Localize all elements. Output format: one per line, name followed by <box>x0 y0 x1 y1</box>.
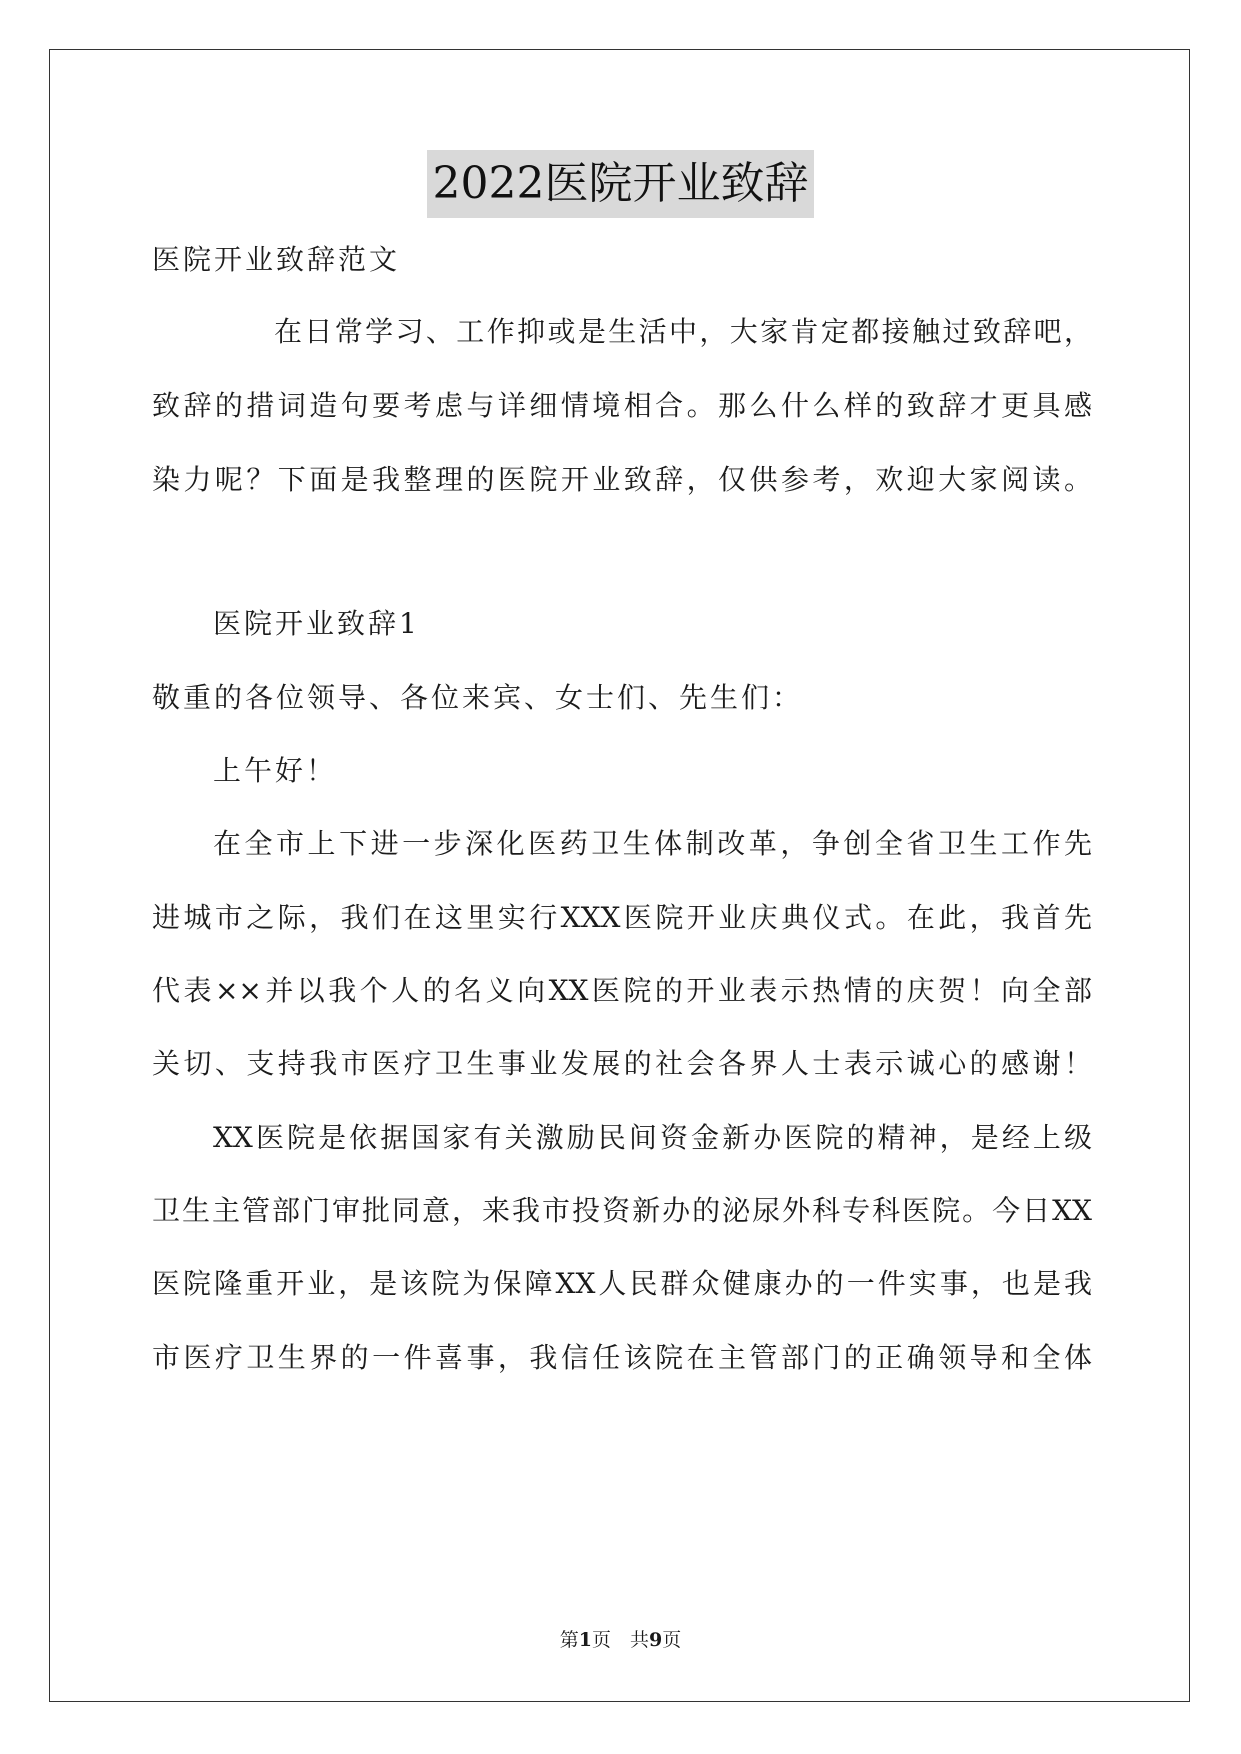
paragraph-line: 医院隆重开业，是该院为保障XX人民群众健康办的一件实事，也是我 <box>152 1267 1092 1300</box>
footer-middle: 页 共 <box>591 1629 649 1651</box>
footer-suffix: 页 <box>662 1629 682 1651</box>
section-heading: 医院开业致辞1 <box>213 607 420 640</box>
footer-page-number: 1 <box>578 1629 592 1651</box>
page-footer <box>0 1628 1241 1652</box>
paragraph-line: 代表××并以我个人的名义向XX医院的开业表示热情的庆贺！向全部 <box>152 974 1092 1007</box>
paragraph-line: 市医疗卫生界的一件喜事，我信任该院在主管部门的正确领导和全体 <box>152 1341 1092 1374</box>
subtitle: 医院开业致辞范文 <box>152 243 401 276</box>
intro-line: 致辞的措词造句要考虑与详细情境相合。那么什么样的致辞才更具感 <box>152 389 1092 422</box>
footer-total-pages: 9 <box>649 1629 663 1651</box>
page-border <box>49 49 1190 1702</box>
salutation: 敬重的各位领导、各位来宾、女士们、先生们： <box>152 681 804 714</box>
paragraph-line: 在全市上下进一步深化医药卫生体制改革，争创全省卫生工作先 <box>213 827 1092 860</box>
intro-line: 在日常学习、工作抑或是生活中，大家肯定都接触过致辞吧， <box>274 315 1092 348</box>
paragraph-line: 卫生主管部门审批同意，来我市投资新办的泌尿外科专科医院。今日XX <box>152 1194 1092 1227</box>
footer-prefix: 第 <box>559 1629 579 1651</box>
document-title: 2022医院开业致辞 <box>427 150 815 218</box>
intro-line: 染力呢？下面是我整理的医院开业致辞，仅供参考，欢迎大家阅读。 <box>152 463 1092 496</box>
paragraph-line: 关切、支持我市医疗卫生事业发展的社会各界人士表示诚心的感谢！ <box>152 1047 1092 1080</box>
paragraph-line: 进城市之际，我们在这里实行XXX医院开业庆典仪式。在此，我首先 <box>152 901 1092 934</box>
paragraph-line: XX医院是依据国家有关激励民间资金新办医院的精神，是经上级 <box>213 1121 1092 1154</box>
greeting: 上午好！ <box>213 754 338 787</box>
title-container <box>0 150 1241 218</box>
